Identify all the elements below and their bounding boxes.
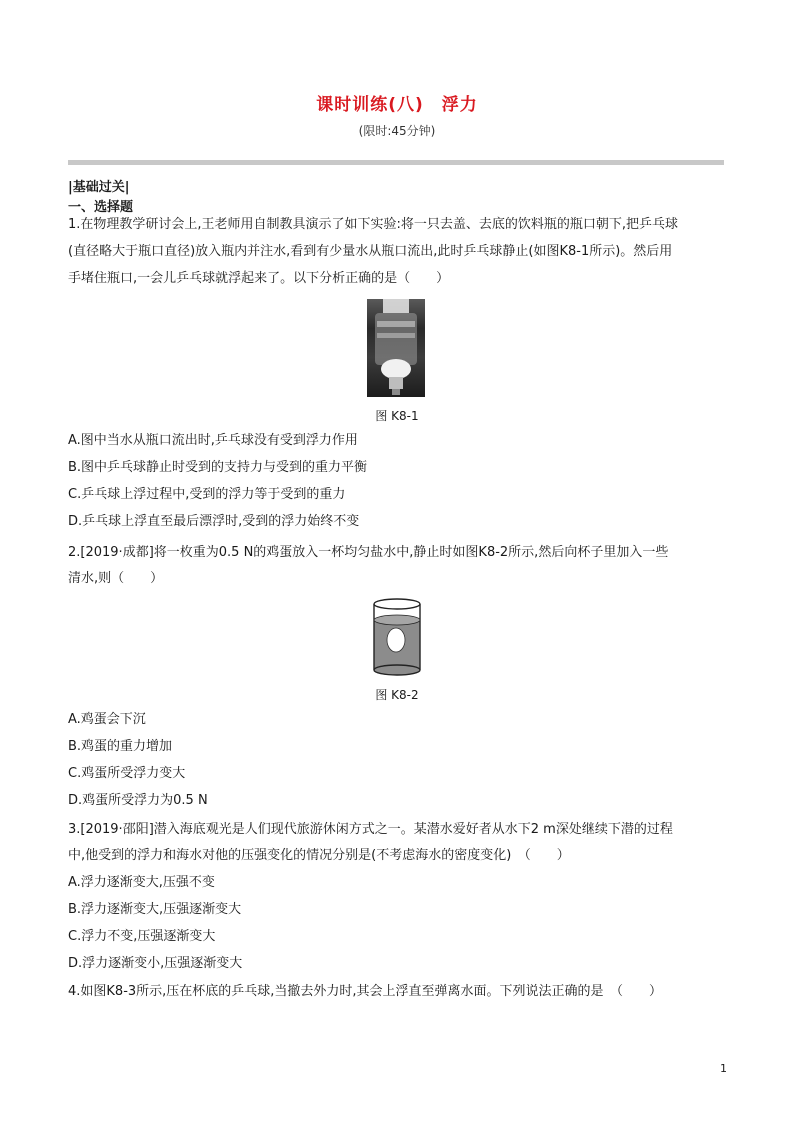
header-divider xyxy=(68,160,724,165)
q3-line-2: 中,他受到的浮力和海水对他的压强变化的情况分别是(不考虑海水的密度变化) （ ） xyxy=(68,848,570,863)
page-number: 1 xyxy=(720,1062,727,1075)
q2-option-a: A.鸡蛋会下沉 xyxy=(68,712,146,727)
beaker-egg-diagram xyxy=(368,596,426,676)
bottle-pingpong-image xyxy=(367,299,425,397)
q1-line-2: (直径略大于瓶口直径)放入瓶内并注水,看到有少量水从瓶口流出,此时乒乓球静止(如图K8-1所示)。然后用 xyxy=(68,244,673,259)
q3-option-b: B.浮力逐渐变大,压强逐渐变大 xyxy=(68,902,242,917)
time-limit: (限时:45分钟) xyxy=(358,124,436,138)
q4-line-1: 4.如图K8-3所示,压在杯底的乒乓球,当撤去外力时,其会上浮直至弹离水面。下列说法正确的是 （ ） xyxy=(68,984,663,999)
q1-option-b: B.图中乒乓球静止时受到的支持力与受到的重力平衡 xyxy=(68,460,368,475)
bottle-photo xyxy=(367,299,425,397)
q1-option-a: A.图中当水从瓶口流出时,乒乓球没有受到浮力作用 xyxy=(68,433,358,448)
q1-option-c: C.乒乓球上浮过程中,受到的浮力等于受到的重力 xyxy=(68,487,346,502)
page-title: 课时训练(八) 浮力 xyxy=(316,95,478,115)
q2-option-b: B.鸡蛋的重力增加 xyxy=(68,739,173,754)
q3-option-d: D.浮力逐渐变小,压强逐渐变大 xyxy=(68,956,243,971)
q2-option-c: C.鸡蛋所受浮力变大 xyxy=(68,766,186,781)
figure-caption-k8-1: 图 K8-1 xyxy=(375,409,419,423)
q1-line-1: 1.在物理教学研讨会上,王老师用自制教具演示了如下实验:将一只去盖、去底的饮料瓶的瓶口朝下,把乒乓球 xyxy=(68,217,679,232)
q1-line-3: 手堵住瓶口,一会儿乒乓球就浮起来了。以下分析正确的是（ ） xyxy=(68,271,450,286)
q2-line-1: 2.[2019·成都]将一枚重为0.5 N的鸡蛋放入一杯均匀盐水中,静止时如图K8-2所示,然后向杯子里加入一些 xyxy=(68,545,669,560)
q3-option-c: C.浮力不变,压强逐渐变大 xyxy=(68,929,216,944)
part-heading: 一、选择题 xyxy=(68,200,134,215)
figure-caption-k8-2: 图 K8-2 xyxy=(375,688,419,702)
section-label: |基础过关| xyxy=(68,180,130,195)
q1-option-d: D.乒乓球上浮直至最后漂浮时,受到的浮力始终不变 xyxy=(68,514,360,529)
q3-line-1: 3.[2019·邵阳]潜入海底观光是人们现代旅游休闲方式之一。某潜水爱好者从水下2 m深处继续下潜的过程 xyxy=(68,822,673,837)
q2-line-2: 清水,则（ ） xyxy=(68,571,164,586)
q3-option-a: A.浮力逐渐变大,压强不变 xyxy=(68,875,215,890)
q2-option-d: D.鸡蛋所受浮力为0.5 N xyxy=(68,793,208,808)
